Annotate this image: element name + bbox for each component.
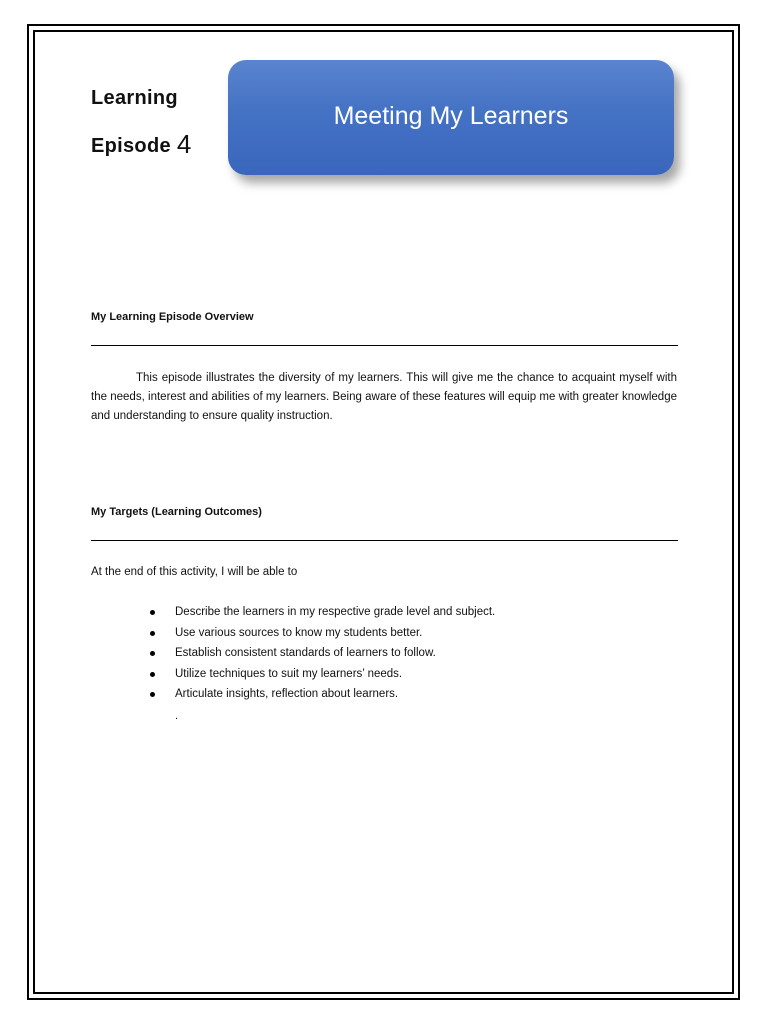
list-item <box>150 664 495 685</box>
episode-number: 4 <box>176 129 192 159</box>
targets-heading: My Targets (Learning Outcomes) <box>91 506 262 518</box>
targets-intro: At the end of this activity, I will be able to <box>91 566 298 578</box>
list-item-text: Establish consistent standards of learners to follow. <box>175 647 436 659</box>
title-banner <box>228 60 674 175</box>
bullet-icon <box>150 610 155 615</box>
section-divider <box>91 345 678 346</box>
episode-label-line2 <box>91 128 192 159</box>
bullet-icon <box>150 631 155 636</box>
episode-label-line1: Learning <box>91 87 178 109</box>
section-divider <box>91 540 678 541</box>
page-title: Meeting My Learners <box>333 102 569 130</box>
list-item <box>150 623 495 644</box>
list-item-text: Use various sources to know my students better. <box>175 626 423 639</box>
list-item <box>150 643 495 664</box>
targets-list <box>150 602 495 705</box>
list-item-text: Utilize techniques to suit my learners’ needs. <box>175 667 403 680</box>
overview-paragraph: This episode illustrates the diversity of my learners. This will give me the chance to acquaint myself with the needs, interest and abilities of my learners. Being aware of these features will equip me with greater knowledge and understanding to ensure quality instruction. <box>91 372 677 422</box>
list-item-text: Articulate insights, reflection about learners. <box>175 688 399 700</box>
trailing-mark: . <box>175 710 179 722</box>
list-item-text: Describe the learners in my respective grade level and subject. <box>175 606 496 618</box>
list-item <box>150 602 495 623</box>
bullet-icon <box>150 651 155 656</box>
bullet-icon <box>150 692 155 697</box>
list-item <box>150 684 495 705</box>
episode-label-text: Episode <box>91 135 171 157</box>
bullet-icon <box>150 672 155 677</box>
overview-heading: My Learning Episode Overview <box>91 311 254 323</box>
